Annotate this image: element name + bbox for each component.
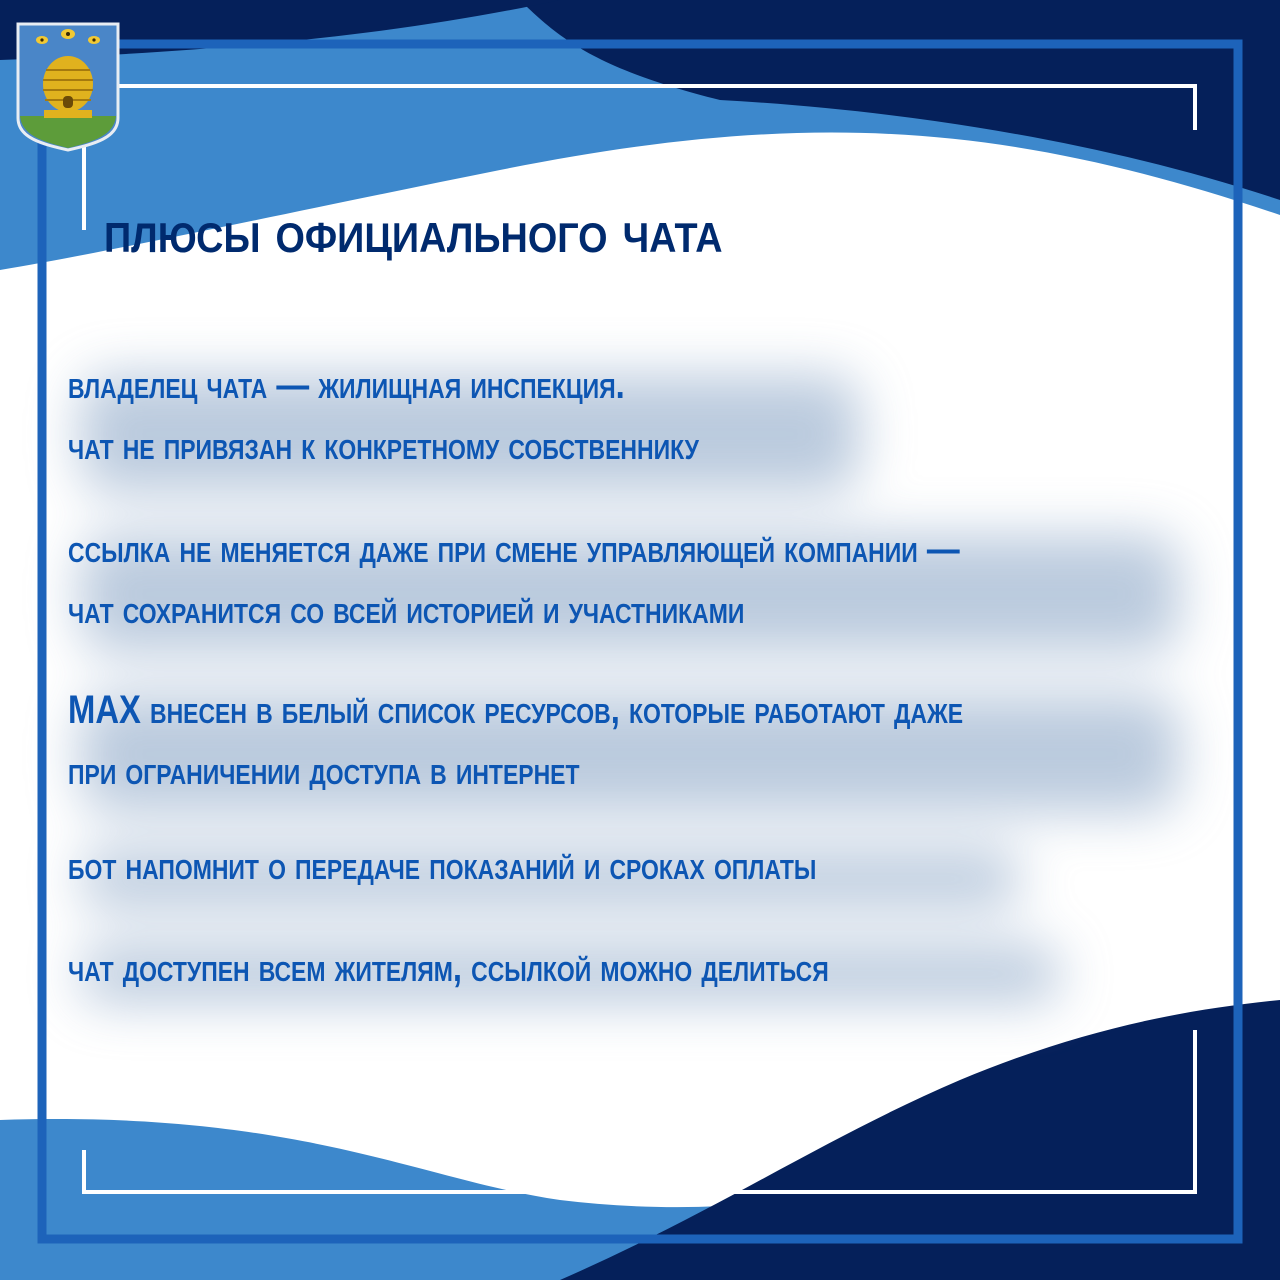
- benefit-line: владелец чата — жилищная инспекция.: [68, 363, 625, 407]
- benefit-link-stable: [68, 519, 960, 641]
- benefit-line: бот напомнит о передаче показаний и сроках оплаты: [68, 844, 817, 888]
- benefit-line: чат доступен всем жителям, ссылкой можно делиться: [68, 946, 829, 990]
- beehive-coat-of-arms-icon: [14, 20, 122, 152]
- benefit-bot-reminders: [68, 836, 816, 897]
- benefit-line: ссылка не меняется даже при смене управляющей компании —: [68, 527, 960, 571]
- benefit-line: [68, 680, 963, 741]
- benefit-line: чат сохранится со всей историей и участниками: [68, 588, 745, 632]
- benefit-line: при ограничении доступа в интернет: [68, 749, 580, 793]
- coat-of-arms-emblem: [14, 20, 122, 152]
- benefit-owner: [68, 355, 699, 477]
- benefit-line: чат не привязан к конкретному собственнику: [68, 424, 699, 468]
- poster-title: плюсы официального чата: [104, 198, 723, 265]
- benefit-open-access: [68, 938, 829, 999]
- brand-name: MAX: [68, 688, 141, 732]
- benefit-whitelist: [68, 680, 963, 802]
- benefit-line-rest: внесен в белый список ресурсов, которые работают даже: [140, 688, 964, 732]
